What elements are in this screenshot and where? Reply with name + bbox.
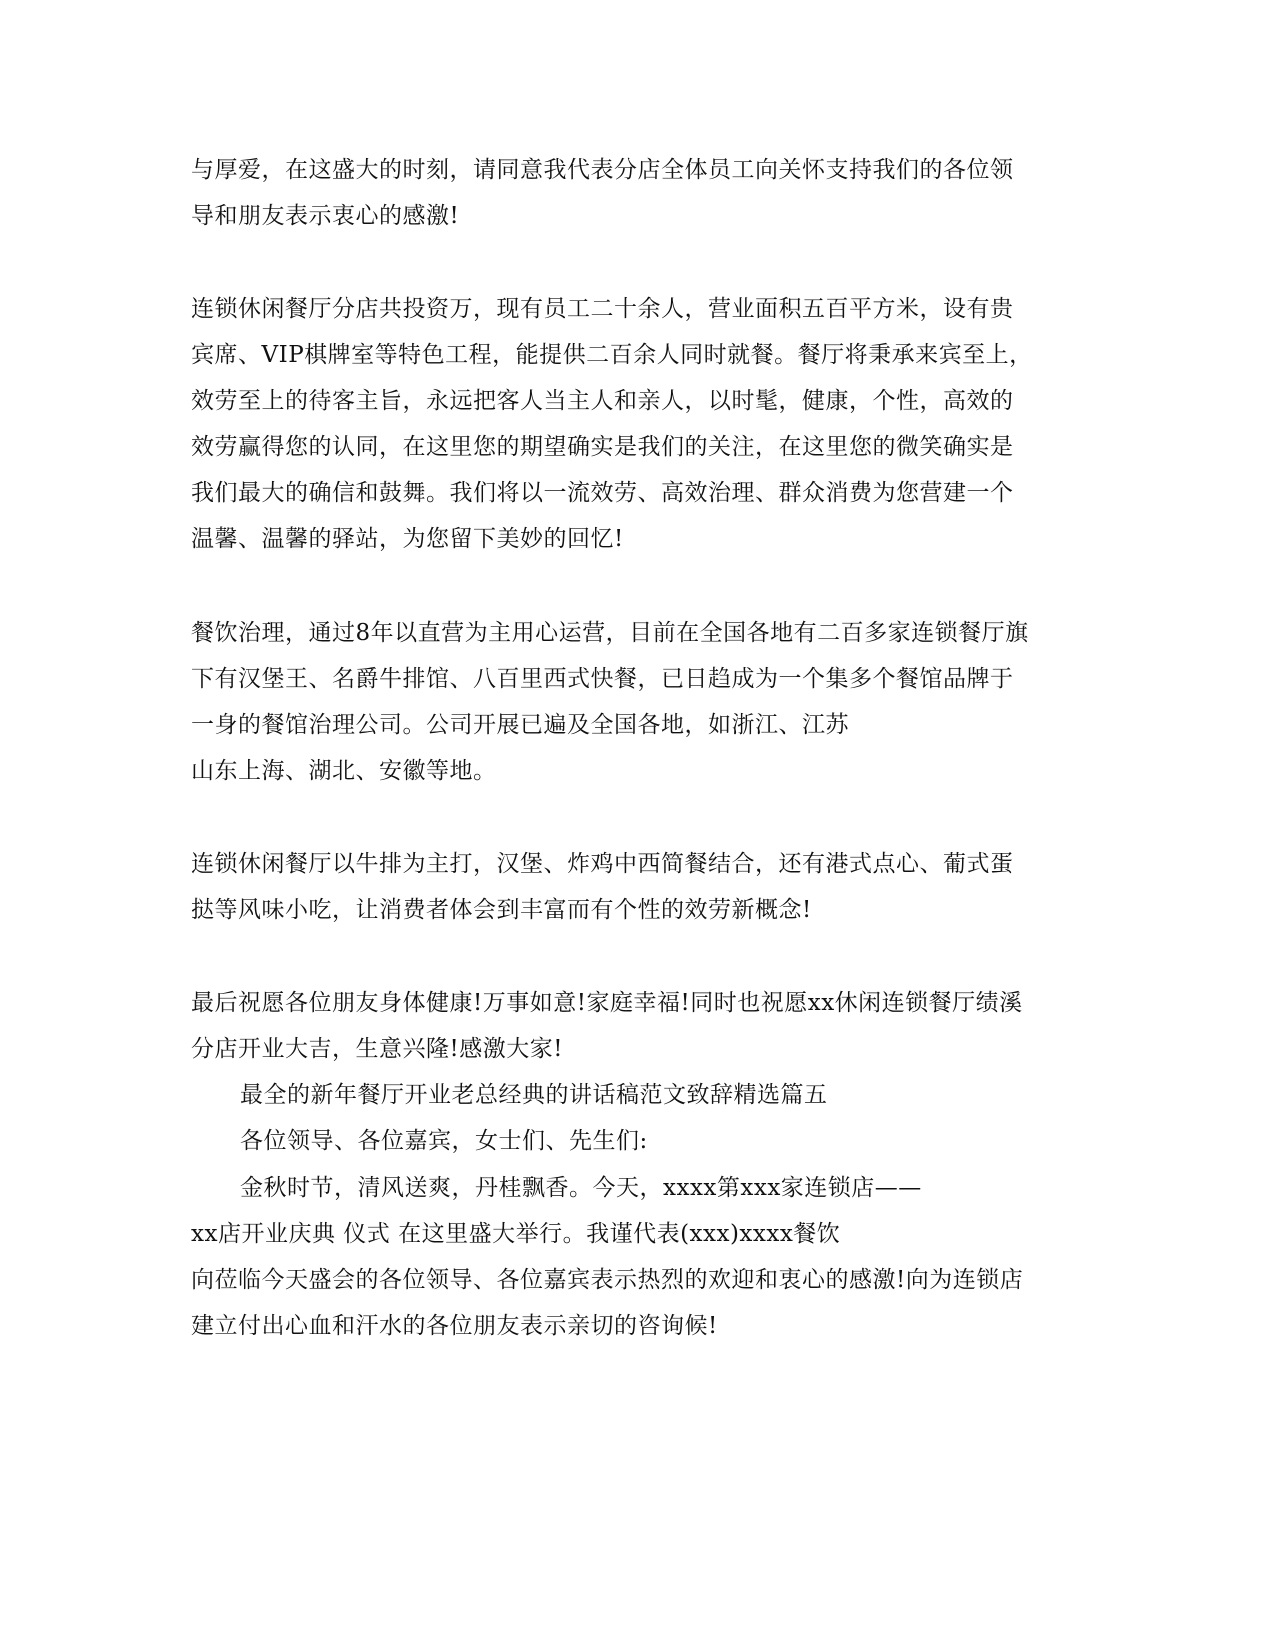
paragraph-line: 我们最大的确信和鼓舞。我们将以一流效劳、高效治理、群众消费为您营建一个 — [191, 480, 1014, 506]
paragraph-line: 连锁休闲餐厅分店共投资万，现有员工二十余人，营业面积五百平方米，设有贵 — [191, 296, 1014, 322]
paragraph-line: 效劳至上的待客主旨，永远把客人当主人和亲人，以时髦，健康，个性，高效的 — [191, 388, 1014, 414]
paragraph-line: 导和朋友表示衷心的感激! — [191, 203, 460, 229]
paragraph-line: 金秋时节，清风送爽，丹桂飘香。今天，xxxx第xxx家连锁店—— — [240, 1175, 922, 1201]
paragraph-line: 下有汉堡王、名爵牛排馆、八百里西式快餐，已日趋成为一个集多个餐馆品牌于 — [191, 666, 1014, 692]
section-heading: 最全的新年餐厅开业老总经典的讲话稿范文致辞精选篇五 — [240, 1082, 828, 1108]
paragraph-line: 山东上海、湖北、安徽等地。 — [191, 758, 497, 784]
paragraph-line: 建立付出心血和汗水的各位朋友表示亲切的咨询候! — [191, 1313, 718, 1339]
paragraph-line: 效劳赢得您的认同，在这里您的期望确实是我们的关注，在这里您的微笑确实是 — [191, 434, 1014, 460]
paragraph-line: 宾席、VIP棋牌室等特色工程，能提供二百余人同时就餐。餐厅将秉承来宾至上， — [191, 342, 1033, 368]
salutation: 各位领导、各位嘉宾，女士们、先生们: — [240, 1128, 648, 1154]
paragraph-line: 分店开业大吉，生意兴隆!感激大家! — [191, 1036, 563, 1062]
paragraph-line: 最后祝愿各位朋友身体健康!万事如意!家庭幸福!同时也祝愿xx休闲连锁餐厅绩溪 — [191, 990, 1023, 1016]
paragraph-line: 温馨、温馨的驿站，为您留下美妙的回忆! — [191, 526, 624, 552]
paragraph-line: 向莅临今天盛会的各位领导、各位嘉宾表示热烈的欢迎和衷心的感激!向为连锁店 — [191, 1267, 1024, 1293]
paragraph-line: 与厚爱，在这盛大的时刻，请同意我代表分店全体员工向关怀支持我们的各位领 — [191, 157, 1014, 183]
paragraph-line: 连锁休闲餐厅以牛排为主打，汉堡、炸鸡中西简餐结合，还有港式点心、葡式蛋 — [191, 851, 1014, 877]
paragraph-line: 餐饮治理，通过8年以直营为主用心运营，目前在全国各地有二百多家连锁餐厅旗 — [191, 620, 1029, 646]
paragraph-line: 挞等风味小吃，让消费者体会到丰富而有个性的效劳新概念! — [191, 897, 812, 923]
paragraph-line: xx店开业庆典 仪式 在这里盛大举行。我谨代表(xxx)xxxx餐饮 — [191, 1221, 841, 1247]
paragraph-line: 一身的餐馆治理公司。公司开展已遍及全国各地，如浙江、江苏 — [191, 712, 849, 738]
